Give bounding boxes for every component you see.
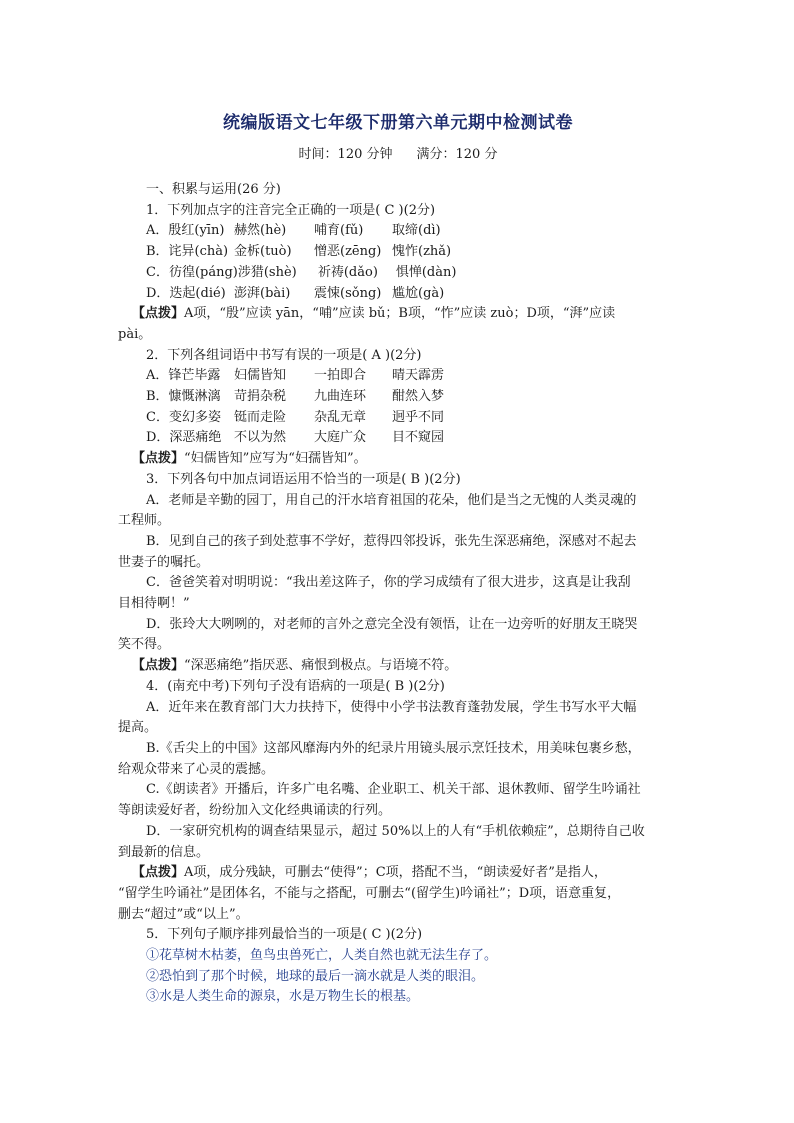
tip-label: 【点拨】: [132, 865, 185, 881]
question-3-stem: 3．下列各句中加点词语运用不恰当的一项是( B )(2分): [146, 471, 461, 487]
question-2-option-c: C．变幻多姿 铤而走险 杂乱无章 迥乎不同: [146, 409, 445, 425]
question-3-option-c: C．爸爸笑着对明明说：“我出差这阵子，你的学习成绩有了很大进步，这真是让我刮: [146, 575, 631, 591]
time-limit: 时间：120 分钟: [298, 147, 393, 162]
question-4-tip-cont-1: “留学生吟诵社”是团体名，不能与之搭配，可删去“(留学生)吟诵社”；D项，语意重复，: [118, 885, 621, 901]
question-4-option-a: A．近年来在教育部门大力扶持下，使得中小学书法教育蓬勃发展，学生书写水平大幅: [146, 699, 637, 715]
question-4-stem: 4．(南充中考)下列句子没有语病的一项是( B )(2分): [146, 678, 445, 694]
question-4-option-d-cont: 到最新的信息。: [118, 844, 210, 860]
question-1-stem: 1．下列加点字的注音完全正确的一项是( C )(2分): [146, 202, 436, 218]
question-4-option-d: D．一家研究机构的调查结果显示，超过 50%以上的人有“手机依赖症”，总期待自己收: [146, 823, 645, 839]
tip-label: 【点拨】: [132, 658, 185, 674]
full-score: 满分：120 分: [416, 147, 498, 162]
question-2-option-d: D．深恶痛绝 不以为然 大庭广众 目不窥园: [146, 430, 445, 446]
question-1-option-a: A．殷红(yīn) 赫然(hè) 哺育(fǔ) 取缔(dì): [146, 223, 441, 239]
question-2-stem: 2．下列各组词语中书写有误的一项是( A )(2分): [146, 347, 422, 363]
question-4-tip: 【点拨】A项，成分残缺，可删去“使得”；C项，搭配不当，“朗读爱好者”是指人，: [132, 865, 607, 881]
question-1-tip: 【点拨】A项，“殷”应读 yān，“哺”应读 bǔ；B项，“怍”应读 zuò；D项，“湃”应读: [132, 306, 616, 322]
question-3-option-c-cont: 目相待啊！”: [118, 596, 190, 612]
question-2-option-a: A．锋芒毕露 妇儒皆知 一拍即合 晴天霹雳: [146, 368, 445, 384]
question-1-option-d: D．迭起(dié) 澎湃(bài) 震悚(sǒng) 尴尬(gà): [146, 285, 445, 301]
tip-label: 【点拨】: [132, 306, 185, 322]
question-4-option-c: C.《朗读者》开播后，许多广电名嘴、企业职工、机关干部、退休教师、留学生吟诵社: [146, 782, 641, 798]
question-3-option-d-cont: 笑不得。: [118, 637, 171, 653]
question-5-sentence-1: ①花草树木枯萎，鱼鸟虫兽死亡，人类自然也就无法生存了。: [146, 948, 498, 964]
question-5-sentence-3: ③水是人类生命的源泉，水是万物生长的根基。: [146, 989, 420, 1005]
question-2-option-b: B．慷慨淋漓 苛捐杂税 九曲连环 酣然入梦: [146, 389, 445, 405]
section-heading: 一、积累与运用(26 分): [146, 182, 281, 197]
page-title: 统编版语文七年级下册第六单元期中检测试卷: [223, 113, 573, 133]
question-4-option-a-cont: 提高。: [118, 720, 158, 736]
question-4-option-c-cont: 等朗读爱好者，纷纷加入文化经典诵读的行列。: [118, 803, 392, 819]
exam-info: [118, 143, 678, 162]
exam-content: [118, 108, 678, 1008]
question-3-option-a-cont: 工程师。: [118, 513, 171, 529]
question-3-option-d: D．张玲大大咧咧的，对老师的言外之意完全没有领悟，让在一边旁听的好朋友王晓哭: [146, 616, 638, 632]
question-3-option-b: B．见到自己的孩子到处惹事不学好，惹得四邻投诉，张先生深恶痛绝，深感对不起去: [146, 533, 637, 549]
question-5-stem: 5．下列句子顺序排列最恰当的一项是( C )(2分): [146, 927, 423, 943]
question-2-tip: 【点拨】“妇儒皆知”应写为“妇孺皆知”。: [132, 451, 367, 467]
question-1-option-c: C．彷徨(páng)涉猎(shè) 祈祷(dǎo) 惧惮(dàn): [146, 264, 457, 280]
question-4-option-b-cont: 给观众带来了心灵的震撼。: [118, 761, 275, 777]
question-3-tip: 【点拨】“深恶痛绝”指厌恶、痛恨到极点。与语境不符。: [132, 658, 458, 674]
question-4-option-b: B.《舌尖上的中国》这部风靡海内外的纪录片用镜头展示烹饪技术，用美味包裹乡愁，: [146, 740, 641, 756]
question-1-option-b: B．诧异(chà) 金柝(tuò) 憎恶(zēng) 愧怍(zhǎ): [146, 244, 452, 260]
question-1-tip-cont: pài。: [118, 326, 152, 342]
question-4-tip-cont-2: 删去“超过”或“以上”。: [118, 906, 249, 922]
question-3-option-a: A．老师是辛勤的园丁，用自己的汗水培育祖国的花朵，他们是当之无愧的人类灵魂的: [146, 492, 637, 508]
question-5-sentence-2: ②恐怕到了那个时候，地球的最后一滴水就是人类的眼泪。: [146, 968, 485, 984]
question-3-option-b-cont: 世妻子的嘱托。: [118, 554, 210, 570]
tip-label: 【点拨】: [132, 451, 185, 467]
